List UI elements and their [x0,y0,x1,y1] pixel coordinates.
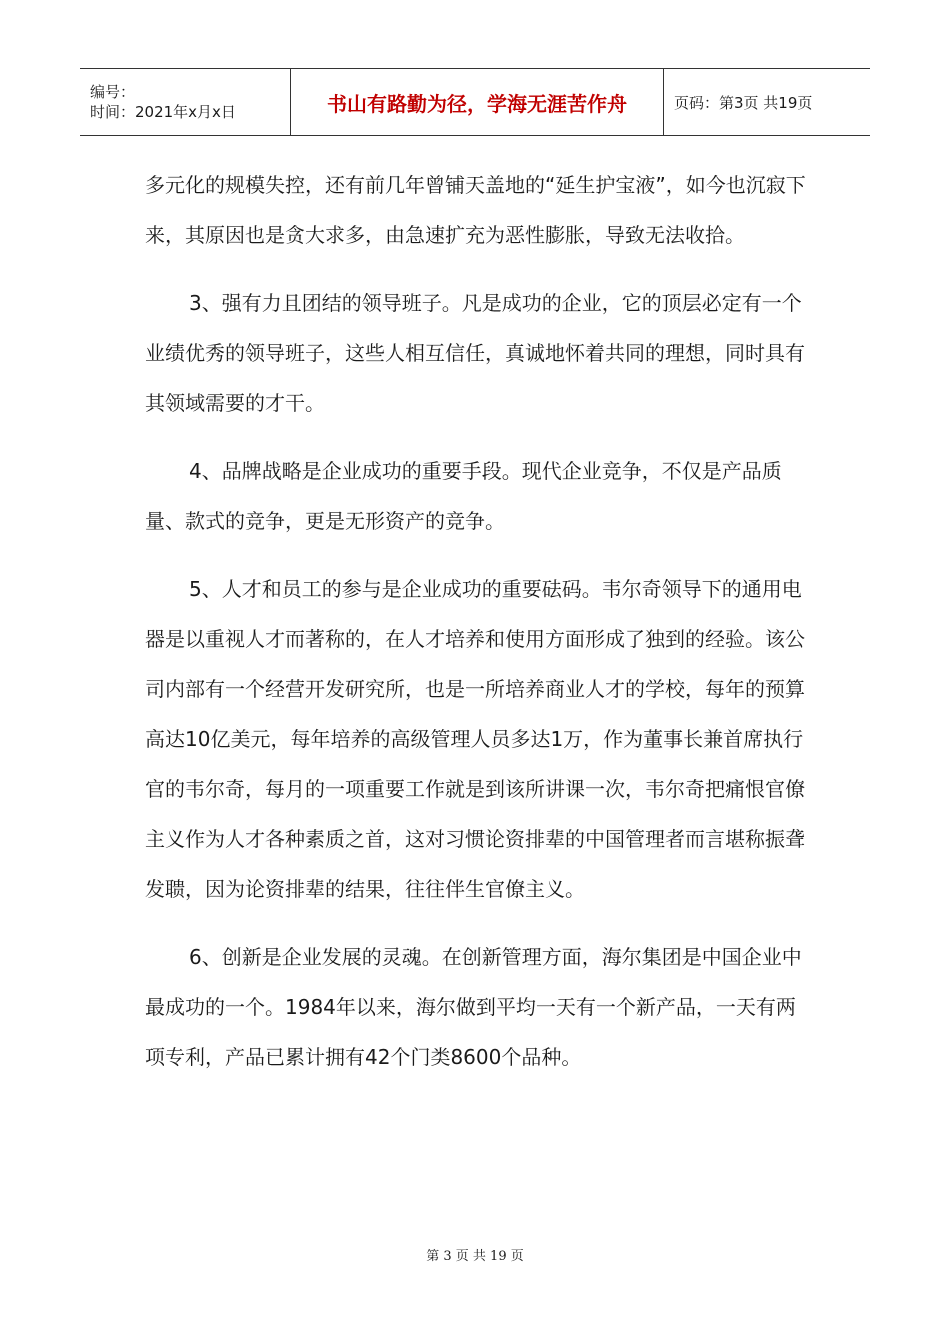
paragraph-leadership: 3、强有力且团结的领导班子。凡是成功的企业，它的顶层必定有一个业绩优秀的领导班子，这些人相互信任，真诚地怀着共同的理想，同时具有其领域需要的才干。 [145,291,805,415]
header-page-info: 页码：第3页 共19页 [664,69,871,136]
document-date: 时间：2021年x月x日 [90,103,236,121]
paragraph-talent: 5、人才和员工的参与是企业成功的重要砝码。韦尔奇领导下的通用电器是以重视人才而著称的，在人才培养和使用方面形成了独到的经验。该公司内部有一个经营开发研究所，也是一所培养商业人才的学校，每年的预算高达10亿美元，每年培养的高级管理人员多达1万，作为董事长兼首席执行官的韦尔奇，每月的一项重要工作就是到该所讲课一次，韦尔奇把痛恨官僚主义作为人才各种素质之首，这对习惯论资排辈的中国管理者而言堪称振聋发聩，因为论资排辈的结果，往往伴生官僚主义。 [145,577,805,901]
document-body [145,160,810,1100]
paragraph-brand-strategy: 4、品牌战略是企业成功的重要手段。现代企业竞争，不仅是产品质量、款式的竞争，更是无形资产的竞争。 [145,459,782,533]
page-header [80,68,870,136]
page-footer: 第 3 页 共 19 页 [426,1249,524,1264]
paragraph-continued: 多元化的规模失控，还有前几年曾铺天盖地的“延生护宝液”，如今也沉寂下来，其原因也是贪大求多，由急速扩充为恶性膨胀，导致无法收拾。 [145,173,806,247]
document-number-label: 编号： [90,83,136,101]
paragraph-innovation: 6、创新是企业发展的灵魂。在创新管理方面，海尔集团是中国企业中最成功的一个。1984年以来，海尔做到平均一天有一个新产品，一天有两项专利，产品已累计拥有42个门类8600个品种。 [145,945,802,1069]
header-motto: 书山有路勤为径，学海无涯苦作舟 [291,69,664,136]
header-meta [80,69,291,136]
